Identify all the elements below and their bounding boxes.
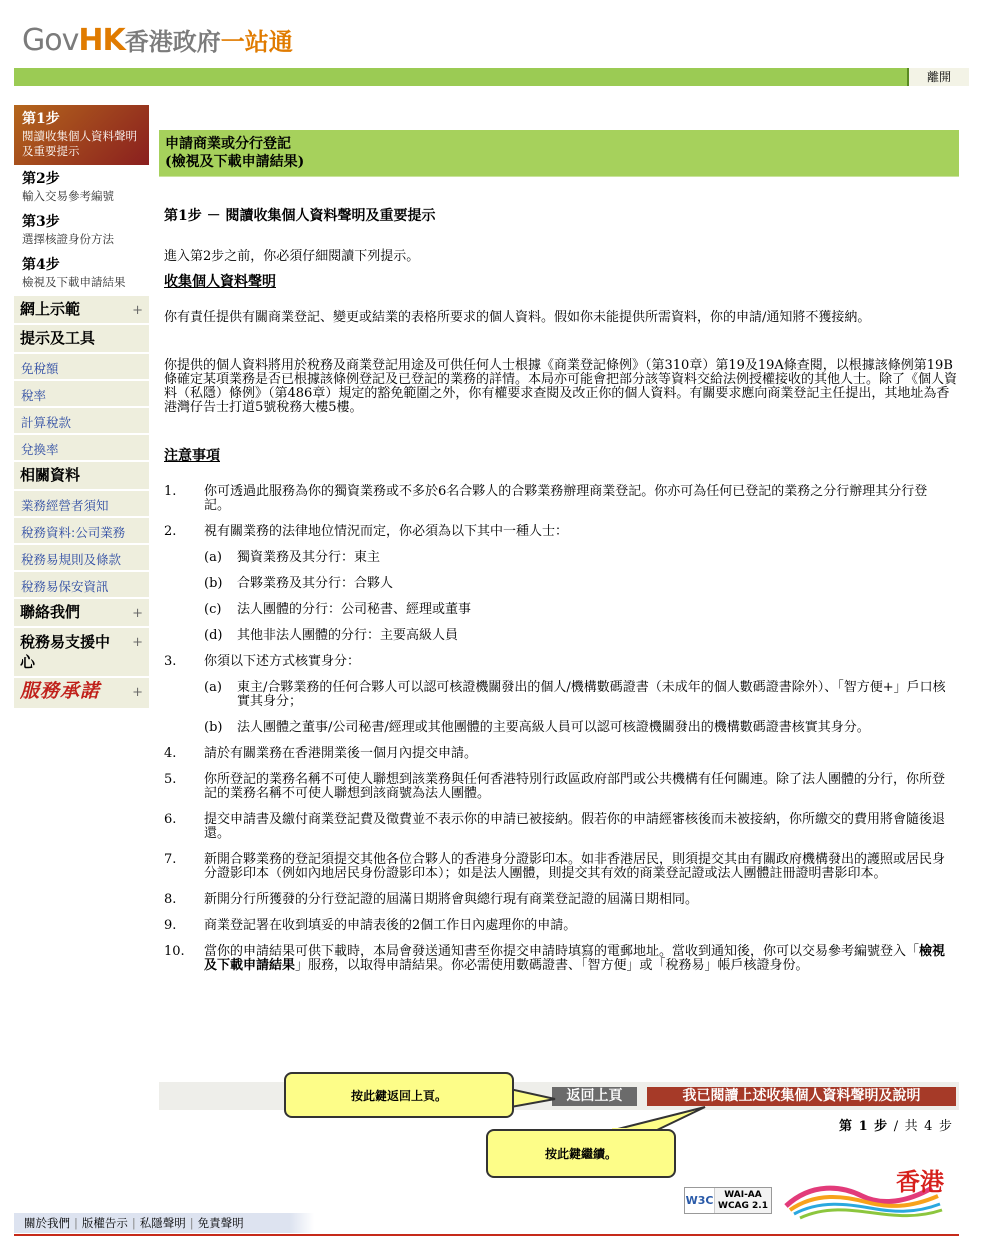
notes-list xyxy=(159,485,959,973)
sub-text: 東主/合夥業務的任何合夥人可以認可核證機關發出的個人/機構數碼證書（未成年的個人數碼證書除外）、「智方便+」戶口核實其身分； xyxy=(237,680,946,709)
expand-plus-icon: + xyxy=(132,303,143,318)
item-number: 1. xyxy=(164,484,177,499)
privacy-paragraph-2: 你提供的個人資料將用於稅務及商業登記用途及可供任何人士根據《商業登記條例》（第310章）第19及19A條查閱，以根據該條例第19B條確定某項業務是否已根據該條例登記及已登記的業務的詳情。本局亦可能會把部分該等資料交給法例授權接收的其他人士。除了《個人資料（私隱）條例》（第486章）規定的豁免範圍之外，你有權要求查閱及改正你的個人資料。有關要求應向商業登記主任提出，其地址為香港灣仔告士打道5號稅務大樓5樓。 xyxy=(164,358,958,415)
expand-plus-icon: + xyxy=(132,685,143,700)
sub-item xyxy=(204,721,949,735)
item-text: 你可透過此服務為你的獨資業務或不多於6名合夥人的合夥業務辦理商業登記。你亦可為任何已登記的業務之分行辦理其分行登記。 xyxy=(204,484,928,513)
item-text-b: 」服務，以取得申請結果。你必需使用數碼證書、「智方便」或「稅務易」帳戶核證身份。 xyxy=(295,958,809,973)
footer-link-privacy[interactable]: 私隱聲明 xyxy=(139,1216,186,1230)
page-subtitle: (檢視及下載申請結果) xyxy=(165,154,305,170)
privacy-paragraph-1: 你有責任提供有關商業登記、變更或結業的表格所要求的個人資料。假如你未能提供所需資料，你的申請/通知將不獲接納。 xyxy=(164,310,871,325)
step-title: 第1步 － 閱讀收集個人資料聲明及重要提示 xyxy=(164,208,436,224)
sidebar-step-4 xyxy=(14,251,149,294)
sidebar-related xyxy=(14,462,149,489)
notes-title: 注意事項 xyxy=(164,448,220,464)
step-desc: 選擇核證身份方法 xyxy=(22,232,114,246)
sidebar-step-2 xyxy=(14,165,149,208)
callout-next-text: 按此鍵繼續。 xyxy=(544,1147,617,1161)
sidebar-tips-tools xyxy=(14,325,149,352)
list-item xyxy=(159,773,959,801)
sub-item xyxy=(204,603,949,617)
list-item xyxy=(159,893,959,907)
sidebar-link-allowances[interactable]: 免稅額 xyxy=(14,354,149,379)
callout-back xyxy=(284,1072,514,1118)
item-number: 5. xyxy=(164,772,177,787)
item-text: 請於有關業務在香港開業後一個月內提交申請。 xyxy=(204,746,478,761)
wcag-version: WCAG 2.1 xyxy=(718,1201,768,1211)
button-bar xyxy=(159,1082,959,1110)
sub-text: 合夥業務及其分行：合夥人 xyxy=(237,576,394,591)
sub-list xyxy=(204,551,949,643)
step-number: 第2步 xyxy=(22,171,60,187)
callout-back-text: 按此鍵返回上頁。 xyxy=(350,1088,447,1103)
sidebar-online-demo[interactable] xyxy=(14,296,149,323)
sidebar-link-etax-rules[interactable]: 稅務易規則及條款 xyxy=(14,545,149,570)
item-text: 視有關業務的法律地位情況而定，你必須為以下其中一種人士： xyxy=(204,524,569,539)
item-number: 2. xyxy=(164,524,177,539)
logo-gov: Gov xyxy=(22,23,79,58)
step-desc: 輸入交易參考編號 xyxy=(22,189,114,203)
service-pledge-label: 服務承諾 xyxy=(20,680,101,702)
item-number: 3. xyxy=(164,654,177,669)
step-number: 第4步 xyxy=(22,257,60,273)
list-item xyxy=(159,919,959,933)
step-number: 第1步 xyxy=(22,111,60,127)
main-content xyxy=(159,130,959,985)
sidebar-link-tax-calculator[interactable]: 計算稅款 xyxy=(14,408,149,433)
sidebar-link-etax-security[interactable]: 稅務易保安資訊 xyxy=(14,572,149,597)
sidebar-link-exchange-rates[interactable]: 兌換率 xyxy=(14,435,149,460)
step-pager xyxy=(839,1115,953,1134)
w3c-logo: W3C xyxy=(685,1188,715,1213)
sidebar xyxy=(14,105,149,708)
wcag-level: WAI-AA xyxy=(724,1190,762,1200)
sub-item xyxy=(204,681,949,709)
item-number: 7. xyxy=(164,852,177,867)
sidebar-step-1 xyxy=(14,105,149,165)
logo-hk: HK xyxy=(78,23,125,58)
support-label: 稅務易支援中心 xyxy=(20,633,111,671)
list-item xyxy=(159,485,959,513)
footer-sep: | xyxy=(131,1216,136,1230)
list-item xyxy=(159,525,959,643)
item-text: 新開分行所獲發的分行登記證的屆滿日期將會與總行現有商業登記證的屆滿日期相同。 xyxy=(204,892,699,907)
step-desc: 檢視及下載申請結果 xyxy=(22,275,126,289)
sub-label: (b) xyxy=(204,576,223,591)
list-item xyxy=(159,853,959,881)
pager-sep: / xyxy=(893,1119,900,1134)
page-header xyxy=(159,130,959,177)
sub-label: (a) xyxy=(204,550,222,565)
step-desc: 閱讀收集個人資料聲明及重要提示 xyxy=(22,129,137,158)
sub-label: (d) xyxy=(204,628,223,643)
logo-cn-b: 一站通 xyxy=(220,28,293,56)
item-text-a: 當你的申請結果可供下載時，本局會發送通知書至你提交申請時填寫的電郵地址。當收到通知後，你可以交易參考編號登入「 xyxy=(204,944,920,959)
sidebar-service-pledge[interactable] xyxy=(14,678,149,708)
sidebar-link-tax-info-company[interactable]: 稅務資料:公司業務 xyxy=(14,518,149,543)
sidebar-step-3 xyxy=(14,208,149,251)
brand-hk-text: 香港 xyxy=(896,1167,944,1196)
pager-label: 第 xyxy=(839,1119,854,1134)
item-text: 你所登記的業務名稱不可使人聯想到該業務與任何香港特別行政區政府部門或公共機構有任何關連。除了法人團體的分行，你所登記的業務名稱不可使人聯想到該商號為法人團體。 xyxy=(204,772,946,801)
pager-label: 步 xyxy=(938,1119,953,1134)
footer-sep: | xyxy=(74,1216,78,1230)
sub-text: 其他非法人團體的分行：主要高級人員 xyxy=(237,628,459,643)
callout-next xyxy=(486,1129,676,1178)
list-item xyxy=(159,747,959,761)
item-number: 8. xyxy=(164,892,177,907)
list-item xyxy=(159,945,959,973)
footer-divider xyxy=(14,1234,959,1236)
list-item xyxy=(159,813,959,841)
sub-label: (b) xyxy=(204,720,223,735)
back-button[interactable]: 返回上頁 xyxy=(552,1087,637,1106)
item-text: 你須以下述方式核實身分： xyxy=(204,654,361,669)
sidebar-link-tax-rates[interactable]: 稅率 xyxy=(14,381,149,406)
item-text: 提交申請書及繳付商業登記費及徵費並不表示你的申請已被接納。假若你的申請經審核後而未被接納，你所繳交的費用將會隨後退還。 xyxy=(204,812,946,841)
related-label: 相關資料 xyxy=(20,466,81,484)
footer-link-disclaimer[interactable]: 免責聲明 xyxy=(197,1216,244,1230)
wcag-badge[interactable] xyxy=(684,1187,772,1214)
footer-link-about[interactable]: 關於我們 xyxy=(24,1216,70,1230)
tips-tools-label: 提示及工具 xyxy=(20,329,96,347)
page-title: 申請商業或分行登記 xyxy=(165,136,291,152)
item-number: 4. xyxy=(164,746,177,761)
item-number: 10. xyxy=(164,944,185,959)
sub-text: 獨資業務及其分行：東主 xyxy=(237,550,381,565)
online-demo-label: 網上示範 xyxy=(20,300,81,318)
list-item xyxy=(159,655,959,735)
sub-label: (a) xyxy=(204,680,222,695)
expand-plus-icon: + xyxy=(132,635,143,650)
top-bar xyxy=(14,68,969,86)
item-number: 9. xyxy=(164,918,177,933)
pager-label: 共 xyxy=(904,1119,919,1134)
pager-current: 1 xyxy=(858,1119,869,1134)
logo-cn-a: 香港政府 xyxy=(124,28,221,56)
footer-sep: | xyxy=(189,1216,194,1230)
intro-text: 進入第2步之前，你必須仔細閱讀下列提示。 xyxy=(164,249,420,264)
govhk-logo[interactable] xyxy=(22,22,293,58)
view-download-result-link[interactable]: 檢視及下載申請結果 xyxy=(204,944,946,973)
footer-links xyxy=(14,1213,314,1233)
sub-item xyxy=(204,551,949,565)
footer-link-copyright[interactable]: 版權告示 xyxy=(81,1216,128,1230)
privacy-statement-title: 收集個人資料聲明 xyxy=(164,274,276,290)
expand-plus-icon: + xyxy=(132,606,143,621)
pager-total: 4 xyxy=(924,1119,934,1134)
sub-list xyxy=(204,681,949,735)
sidebar-link-business-guide[interactable]: 業務經營者須知 xyxy=(14,491,149,516)
sub-item xyxy=(204,629,949,643)
sidebar-support-centre[interactable] xyxy=(14,628,149,676)
logout-button[interactable]: 離開 xyxy=(907,68,969,86)
contact-label: 聯絡我們 xyxy=(20,603,81,621)
item-text: 新開合夥業務的登記須提交其他各位合夥人的香港身分證影印本。如非香港居民，則須提交其由有關政府機構發出的護照或居民身分證影印本（例如內地居民身份證影印本）；如是法人團體，則提交其有效的商業登記證或法人團體註冊證明書影印本。 xyxy=(204,852,946,881)
sub-label: (c) xyxy=(204,602,222,617)
sidebar-contact-us[interactable] xyxy=(14,599,149,626)
wcag-text xyxy=(715,1188,771,1213)
item-text: 商業登記署在收到填妥的申請表後的2個工作日內處理你的申請。 xyxy=(204,918,577,933)
continue-button[interactable]: 我已閱讀上述收集個人資料聲明及說明 xyxy=(647,1087,956,1106)
sub-item xyxy=(204,577,949,591)
sub-text: 法人團體的分行：公司秘書、經理或董事 xyxy=(237,602,472,617)
step-number: 第3步 xyxy=(22,214,60,230)
brand-hk-logo xyxy=(782,1162,946,1220)
pager-label: 步 xyxy=(874,1119,889,1134)
item-number: 6. xyxy=(164,812,177,827)
sub-text: 法人團體之董事/公司秘書/經理或其他團體的主要高級人員可以認可核證機關發出的機構數碼證書核實其身分。 xyxy=(237,720,870,735)
